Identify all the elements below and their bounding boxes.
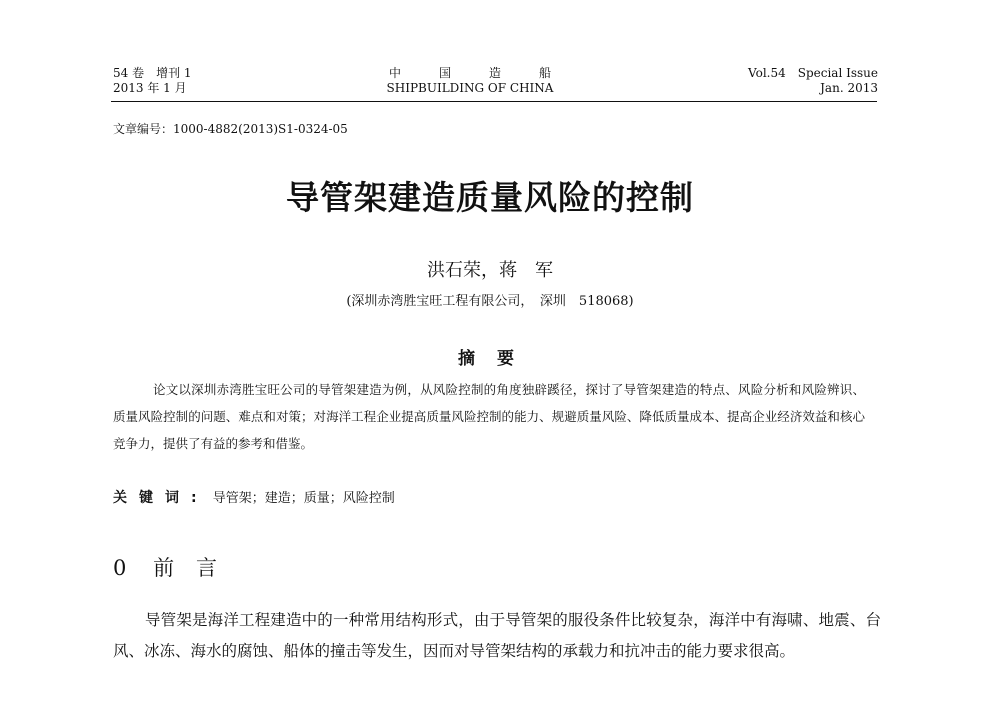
- keywords: [113, 487, 395, 507]
- paper-title: 导管架建造质量风险的控制: [286, 178, 694, 217]
- header-right: [748, 66, 878, 96]
- article-id: 文章编号：1000-4882(2013)S1-0324-05: [113, 122, 348, 136]
- volume-en: Vol.54 Special Issue: [748, 66, 878, 80]
- abstract-text: 论文以深圳赤湾胜宝旺公司的导管架建造为例，从风险控制的角度独辟蹊径，探讨了导管架建造的特点、风险分析和风险辨识、质量风险控制的问题、难点和对策；对海洋工程企业提高质量风险控制的能力、规避质量风险、降低质量成本、提高企业经济效益和核心竞争力，提供了有益的参考和借鉴。: [113, 382, 865, 451]
- abstract-heading: 摘 要: [458, 349, 522, 369]
- authors: 洪石荣，蒋 军: [427, 260, 553, 281]
- section-title: 前言: [153, 556, 240, 580]
- header-left: [113, 66, 192, 96]
- body-paragraph: 导管架是海洋工程建造中的一种常用结构形式，由于导管架的服役条件比较复杂，海洋中有海啸、地震、台风、冰冻、海水的腐蚀、船体的撞击等发生，因而对导管架结构的承载力和抗冲击的能力要求很高。: [113, 611, 881, 660]
- header-center: [330, 66, 610, 96]
- volume-issue: 54 卷 增刊 1: [113, 66, 192, 80]
- journal-name-en: SHIPBUILDING OF CHINA: [386, 81, 554, 95]
- affiliation: (深圳赤湾胜宝旺工程有限公司， 深圳 518068): [346, 294, 634, 309]
- keywords-label: 关键词:: [113, 490, 209, 506]
- section-number: 0: [113, 556, 127, 580]
- date-en: Jan. 2013: [820, 81, 878, 95]
- header-rule: [111, 101, 877, 102]
- keywords-value: 导管架；建造；质量；风险控制: [212, 491, 395, 506]
- section-heading: [113, 552, 239, 582]
- date-cn: 2013 年 1 月: [113, 81, 187, 95]
- journal-name-cn: 中国造船: [388, 66, 589, 80]
